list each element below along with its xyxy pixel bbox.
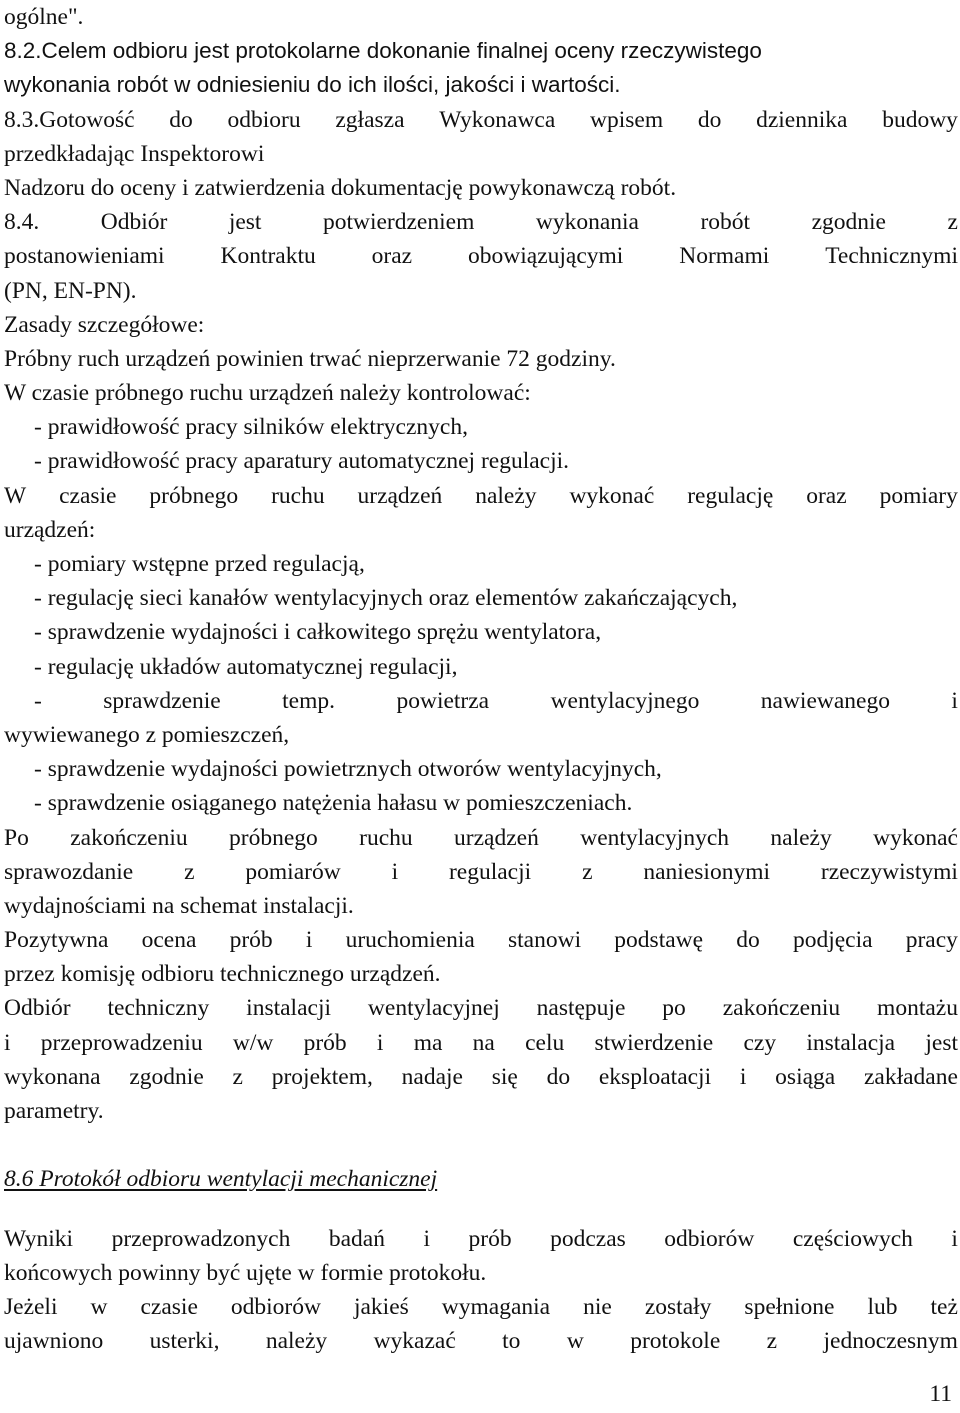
list-item: - prawidłowość pracy silników elektrycznych,: [34, 414, 468, 441]
text-line: [4, 991, 958, 1025]
text-line: [4, 205, 958, 239]
word: stanowi: [508, 927, 582, 954]
word: pracy: [905, 927, 958, 954]
text-line: przez komisję odbioru technicznego urządzeń.: [4, 961, 441, 988]
word: do: [546, 1063, 571, 1090]
word: z: [184, 858, 195, 885]
word: celu: [525, 1029, 565, 1056]
word: stwierdzenie: [594, 1029, 714, 1056]
word: też: [930, 1293, 958, 1320]
word: podjęcia: [792, 927, 873, 954]
page-number: 11: [929, 1381, 952, 1407]
word: instalacja: [806, 1029, 896, 1056]
word: należy: [770, 824, 832, 851]
list-item: - sprawdzenie wydajności i całkowitego sprężu wentylatora,: [34, 619, 602, 646]
text-line: [4, 1324, 958, 1358]
section-heading: [4, 1162, 958, 1196]
word: i: [951, 1225, 958, 1252]
word: ruchu: [271, 482, 325, 509]
word: usterki,: [149, 1328, 220, 1355]
text-line: [4, 855, 958, 889]
word: powietrza: [396, 687, 490, 714]
word: nadaje: [401, 1063, 463, 1090]
word: Pozytywna: [4, 927, 109, 954]
word: Odbiór: [4, 995, 71, 1022]
word: na: [472, 1029, 495, 1056]
word: do: [736, 927, 760, 954]
word: wykazać: [373, 1328, 456, 1355]
word: zakładane: [863, 1063, 958, 1090]
word: wymagania: [441, 1293, 551, 1320]
text-line: Próbny ruch urządzeń powinien trwać nieprzerwanie 72 godziny.: [4, 345, 616, 372]
word: nie: [583, 1293, 612, 1320]
word: i: [391, 858, 399, 885]
word: oraz: [371, 243, 413, 270]
word: zostały: [644, 1293, 712, 1320]
word: z: [766, 1328, 778, 1355]
word: należy: [265, 1328, 328, 1355]
word: pomiarów: [245, 858, 341, 885]
text-line: przedkładając Inspektorowi: [4, 140, 265, 167]
word: do: [169, 106, 193, 133]
word: urządzeń: [357, 482, 443, 509]
section-heading-text: 8.6 Protokół odbioru wentylacji mechanicznej: [4, 1166, 438, 1193]
text-line: Zasady szczegółowe:: [4, 311, 205, 338]
spacer: [4, 1128, 958, 1162]
text-line: [4, 1060, 958, 1094]
word: i: [4, 1029, 11, 1056]
word: i: [951, 687, 958, 714]
word: i: [305, 927, 313, 954]
word: nawiewanego: [760, 687, 890, 714]
word: ma: [413, 1029, 443, 1056]
spacer: [4, 1197, 958, 1222]
word: prób: [229, 927, 273, 954]
word: do: [697, 106, 722, 133]
word: Odbiór: [100, 209, 168, 236]
word: wentylacyjnej: [367, 995, 500, 1022]
word: sprawozdanie: [4, 858, 134, 885]
word: obowiązującymi: [468, 243, 624, 270]
word: prób: [303, 1029, 347, 1056]
word: w: [90, 1293, 108, 1320]
word: jest: [925, 1029, 958, 1056]
word: z: [947, 209, 958, 236]
list-item: - pomiary wstępne przed regulacją,: [34, 551, 365, 577]
list-item: - sprawdzenie wydajności powietrznych otworów wentylacyjnych,: [34, 756, 662, 783]
word: techniczny: [107, 995, 210, 1022]
word: Technicznymi: [825, 243, 958, 270]
text-line: wywiewanego z pomieszczeń,: [4, 721, 290, 748]
word: eksploatacji: [598, 1063, 712, 1090]
word: ujawniono: [4, 1328, 104, 1355]
word: w: [566, 1328, 584, 1355]
word: i: [376, 1029, 384, 1056]
word: częściowych: [792, 1225, 913, 1252]
text-line: urządzeń:: [4, 516, 96, 543]
word: budowy: [882, 106, 958, 133]
text-line: ogólne".: [4, 4, 84, 30]
text-line: parametry.: [4, 1098, 104, 1124]
word: potwierdzeniem: [322, 209, 475, 236]
word: W: [4, 482, 27, 509]
word: ocena: [141, 927, 197, 954]
list-item: - sprawdzenie osiąganego natężenia hałasu w pomieszczeniach.: [34, 790, 633, 817]
word: zakończeniu: [722, 995, 841, 1022]
text-line: Nadzoru do oceny i zatwierdzenia dokumentację powykonawczą robót.: [4, 174, 677, 201]
word: Kontraktu: [220, 243, 316, 270]
word: regulację: [687, 482, 774, 509]
word: dziennika: [756, 106, 848, 133]
word: z: [582, 858, 593, 885]
word: lub: [867, 1293, 898, 1320]
text-line: [4, 821, 958, 855]
word: prób: [468, 1225, 512, 1252]
text-line: [4, 239, 958, 273]
word: próbnego: [229, 824, 318, 851]
text-line: końcowych powinny być ujęte w formie protokołu.: [4, 1259, 487, 1286]
list-item: - regulację układów automatycznej regulacji,: [34, 653, 458, 680]
word: oraz: [806, 482, 847, 509]
word: przeprowadzonych: [111, 1225, 291, 1252]
word: projektem,: [271, 1063, 373, 1090]
word: zgłasza: [335, 106, 405, 133]
word: zgodnie: [129, 1063, 204, 1090]
list-item: - prawidłowość pracy aparatury automatycznej regulacji.: [34, 448, 570, 475]
word: instalacji: [246, 995, 332, 1022]
text-line: wykonania robót w odniesieniu do ich ilości, jakości i wartości.: [4, 72, 621, 98]
text-line: [4, 479, 958, 513]
word: następuje: [536, 995, 626, 1022]
word: przeprowadzeniu: [40, 1029, 203, 1056]
word: czasie: [140, 1293, 198, 1320]
list-item: - regulację sieci kanałów wentylacyjnych oraz elementów zakańczających,: [34, 585, 738, 612]
word: rzeczywistymi: [820, 858, 958, 885]
word: odbiorów: [230, 1293, 321, 1320]
word: Jeżeli: [4, 1293, 58, 1320]
word: w/w: [232, 1029, 274, 1056]
word: spełnione: [744, 1293, 835, 1320]
word: z: [232, 1063, 243, 1090]
word: Wyniki: [4, 1225, 74, 1252]
word: badań: [328, 1225, 385, 1252]
word: należy: [475, 482, 537, 509]
word: osiąga: [775, 1063, 836, 1090]
word: robót: [700, 209, 751, 236]
word: jest: [228, 209, 262, 236]
word: podczas: [550, 1225, 626, 1252]
word: wykonać: [873, 824, 958, 851]
word: po: [662, 995, 686, 1022]
word: 8.4.: [4, 209, 40, 236]
word: zgodnie: [811, 209, 886, 236]
word: czy: [743, 1029, 777, 1056]
word: wentylacyjnego: [550, 687, 700, 714]
word: się: [491, 1063, 518, 1090]
word: to: [502, 1328, 521, 1355]
word: Po: [4, 824, 29, 851]
word: wentylacyjnych: [580, 824, 730, 851]
word: postanowieniami: [4, 243, 165, 270]
word: odbiorów: [664, 1225, 755, 1252]
word: jednoczesnym: [823, 1328, 958, 1355]
list-item: [4, 684, 958, 718]
word: sprawdzenie: [103, 687, 221, 714]
word: wykonania: [535, 209, 639, 236]
word: próbnego: [149, 482, 239, 509]
word: regulacji: [448, 858, 532, 885]
text-line: (PN, EN-PN).: [4, 277, 137, 304]
word: jakieś: [353, 1293, 409, 1320]
word: temp.: [282, 687, 336, 714]
word: -: [34, 687, 42, 714]
text-line: wydajnościami na schemat instalacji.: [4, 892, 354, 919]
word: pomiary: [879, 482, 958, 509]
text-line: [4, 923, 958, 957]
word: montażu: [877, 995, 958, 1022]
word: Wykonawca: [439, 106, 556, 133]
text-line: W czasie próbnego ruchu urządzeń należy kontrolować:: [4, 380, 531, 407]
text-line: [4, 1290, 958, 1324]
word: i: [739, 1063, 747, 1090]
text-line: 8.2.Celem odbioru jest protokolarne dokonanie finalnej oceny rzeczywistego: [4, 38, 762, 64]
word: naniesionymi: [643, 858, 770, 885]
text-line: [4, 1222, 958, 1256]
word: protokole: [630, 1328, 721, 1355]
word: ruchu: [359, 824, 413, 851]
word: uruchomienia: [345, 927, 475, 954]
word: podstawę: [614, 927, 704, 954]
word: odbioru: [227, 106, 301, 133]
text-line: [4, 1026, 958, 1060]
word: wpisem: [590, 106, 664, 133]
word: Normami: [679, 243, 770, 270]
word: czasie: [59, 482, 117, 509]
word: i: [423, 1225, 431, 1252]
word: wykonana: [4, 1063, 101, 1090]
document-page: [4, 0, 958, 1358]
word: zakończeniu: [70, 824, 188, 851]
word: urządzeń: [454, 824, 539, 851]
word: 8.3.Gotowość: [4, 106, 135, 133]
text-line: [4, 103, 958, 137]
word: wykonać: [569, 482, 655, 509]
